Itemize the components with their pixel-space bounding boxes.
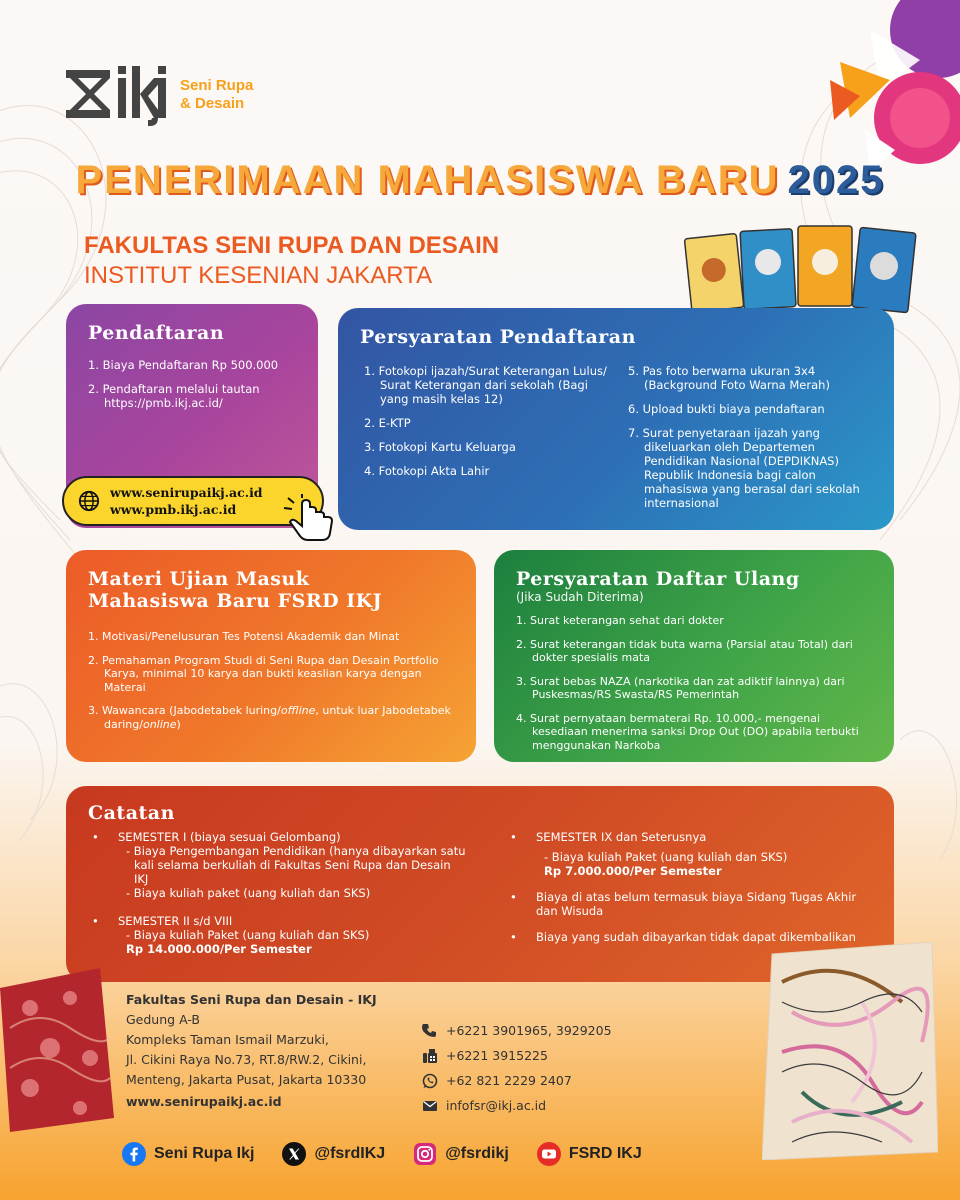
address-title: Fakultas Seni Rupa dan Desain - IKJ bbox=[126, 992, 377, 1007]
whatsapp-value: +62 821 2229 2407 bbox=[446, 1073, 572, 1088]
facebook-handle: Seni Rupa Ikj bbox=[154, 1145, 255, 1162]
list-item: 4. Fotokopi Akta Lahir bbox=[364, 464, 490, 478]
youtube-handle: FSRD IKJ bbox=[568, 1145, 642, 1162]
email-value: infofsr@ikj.ac.id bbox=[446, 1098, 547, 1113]
address-line: Menteng, Jakarta Pusat, Jakarta 10330 bbox=[126, 1072, 367, 1087]
social-facebook[interactable] bbox=[122, 1142, 254, 1166]
title-year: 2025 bbox=[787, 158, 885, 202]
semester-2-title: • SEMESTER II s/d VIII bbox=[118, 914, 233, 928]
fax-value: +6221 3915225 bbox=[446, 1048, 548, 1063]
address-line: Kompleks Taman Ismail Marzuki, bbox=[126, 1032, 329, 1047]
list-item: 1. Surat keterangan sehat dari dokter bbox=[516, 614, 724, 627]
semester-2-line: - Biaya kuliah Paket (uang kuliah dan SKS) bbox=[126, 928, 370, 942]
list-item: 4. Surat pernyataan bermaterai Rp. 10.000,- mengenai kesediaan menerima sanksi Drop Out (DO) apabila terbukti menggunakan Narkoba bbox=[516, 711, 859, 752]
social-youtube[interactable] bbox=[537, 1142, 642, 1166]
list-item: 2. E-KTP bbox=[364, 416, 411, 430]
contact-fax[interactable] bbox=[422, 1043, 612, 1068]
semester-1-line: - Biaya kuliah paket (uang kuliah dan SKS) bbox=[126, 886, 371, 900]
materi-item3-e: ) bbox=[176, 717, 181, 731]
ikj-logo bbox=[62, 64, 253, 126]
list-item: 6. Upload bukti biaya pendaftaran bbox=[628, 402, 825, 416]
catatan-note: • Biaya yang sudah dibayarkan tidak dapat dikembalikan bbox=[506, 930, 874, 944]
persyaratan-panel bbox=[338, 308, 894, 530]
link-senirupaikj[interactable]: www.senirupaikj.ac.id bbox=[110, 485, 263, 500]
materi-heading-line-2: Mahasiswa Baru FSRD IKJ bbox=[88, 590, 383, 612]
globe-icon bbox=[78, 490, 100, 512]
semester-9-title: • SEMESTER IX dan Seterusnya bbox=[536, 830, 707, 844]
semester-9-price: Rp 7.000.000/Per Semester bbox=[544, 864, 722, 878]
semester-2-price: Rp 14.000.000/Per Semester bbox=[126, 942, 312, 956]
contact-email[interactable] bbox=[422, 1093, 612, 1118]
list-item: 3. Fotokopi Kartu Keluarga bbox=[364, 440, 516, 454]
materi-heading-line-1: Materi Ujian Masuk bbox=[88, 568, 310, 590]
persyaratan-heading: Persyaratan Pendaftaran bbox=[360, 326, 636, 348]
catatan-semester-2 bbox=[88, 914, 468, 956]
instagram-icon bbox=[413, 1142, 437, 1166]
catatan-semester-9 bbox=[506, 830, 874, 878]
list-item: 3. Surat bebas NAZA (narkotika dan zat adiktif lainnya) dari Puskesmas/RS Swasta/RS Pemerintah bbox=[516, 674, 845, 701]
pendaftaran-heading: Pendaftaran bbox=[88, 322, 225, 344]
semester-1-title: • SEMESTER I (biaya sesuai Gelombang) bbox=[118, 830, 341, 844]
contact-whatsapp[interactable] bbox=[422, 1068, 612, 1093]
phone-value: +6221 3901965, 3929205 bbox=[446, 1023, 612, 1038]
list-item: 5. Pas foto berwarna ukuran 3x4 (Background Foto Warna Merah) bbox=[628, 364, 830, 392]
daftar-ulang-heading: Persyaratan Daftar Ulang bbox=[516, 568, 800, 590]
catatan-semester-1 bbox=[88, 830, 468, 900]
address-line: Jl. Cikini Raya No.73, RT.8/RW.2, Cikini, bbox=[126, 1052, 367, 1067]
instagram-handle: @fsrdikj bbox=[445, 1145, 509, 1162]
social-instagram[interactable] bbox=[413, 1142, 509, 1166]
materi-item3-b: offline bbox=[280, 704, 316, 717]
list-item bbox=[88, 704, 454, 731]
list-item: 7. Surat penyetaraan ijazah yang dikeluarkan oleh Departemen Pendidikan Nasional (DEPDIKNAS) Republik Indonesia bagi calon mahasiswa yang berasal dari sekolah internasional bbox=[628, 426, 860, 510]
contact-phone[interactable] bbox=[422, 1018, 612, 1043]
catatan-heading: Catatan bbox=[88, 802, 175, 824]
whatsapp-icon bbox=[422, 1073, 438, 1089]
list-item: 2. Pendaftaran melalui tautan https://pmb.ikj.ac.id/ bbox=[88, 382, 260, 410]
institute-name: INSTITUT KESENIAN JAKARTA bbox=[84, 262, 433, 289]
list-item: 1. Motivasi/Penelusuran Tes Potensi Akademik dan Minat bbox=[88, 630, 400, 643]
pointer-hand-icon bbox=[282, 494, 338, 542]
materi-item3-a: 3. Wawancara (Jabodetabek luring/ bbox=[88, 704, 281, 717]
daftar-ulang-panel bbox=[494, 550, 894, 762]
daftar-ulang-subheading: (Jika Sudah Diterima) bbox=[516, 590, 644, 604]
facebook-icon bbox=[122, 1142, 146, 1166]
list-item: 1. Fotokopi ijazah/Surat Keterangan Lulus/ Surat Keterangan dari sekolah (Bagi yang masih kelas 12) bbox=[364, 364, 607, 406]
page-title bbox=[0, 158, 960, 203]
x-icon bbox=[282, 1142, 306, 1166]
social-links bbox=[122, 1142, 642, 1166]
contact-list bbox=[422, 1018, 612, 1118]
address-block bbox=[126, 990, 377, 1112]
materi-item3-c: , untuk luar Jabodetabek daring/ bbox=[104, 704, 451, 731]
list-item: 1. Biaya Pendaftaran Rp 500.000 bbox=[88, 358, 279, 372]
youtube-icon bbox=[537, 1142, 561, 1166]
email-icon bbox=[422, 1098, 438, 1114]
fax-icon bbox=[422, 1048, 438, 1064]
materi-item3-d: online bbox=[142, 717, 177, 731]
x-handle: @fsrdIKJ bbox=[314, 1145, 386, 1162]
list-item: 2. Surat keterangan tidak buta warna (Parsial atau Total) dari dokter spesialis mata bbox=[516, 637, 853, 664]
address-line: Gedung A-B bbox=[126, 1012, 200, 1027]
brand-line-2: & Desain bbox=[180, 95, 245, 112]
social-x[interactable] bbox=[282, 1142, 385, 1166]
link-pmb-ikj[interactable]: www.pmb.ikj.ac.id bbox=[110, 502, 237, 517]
phone-icon bbox=[422, 1023, 438, 1039]
title-main: PENERIMAAN MAHASISWA BARU bbox=[75, 158, 780, 202]
ikj-logo-mark bbox=[62, 64, 170, 126]
faculty-name: FAKULTAS SENI RUPA DAN DESAIN bbox=[84, 232, 500, 259]
catatan-note: • Biaya di atas belum termasuk biaya Sidang Tugas Akhir dan Wisuda bbox=[506, 890, 874, 918]
list-item: 2. Pemahaman Program Studi di Seni Rupa dan Desain Portfolio Karya, minimal 10 karya dan bukti keaslian karya dengan Materai bbox=[88, 653, 439, 694]
address-website[interactable]: www.senirupaikj.ac.id bbox=[126, 1094, 282, 1109]
semester-1-line: - Biaya Pengembangan Pendidikan (hanya dibayarkan satu kali selama berkuliah di Fakultas Seni Rupa dan Desain IKJ bbox=[126, 844, 466, 886]
materi-ujian-panel bbox=[66, 550, 476, 762]
batik-artwork bbox=[0, 968, 114, 1132]
brand-line-1: Seni Rupa bbox=[180, 77, 254, 94]
wayang-cards-illustration bbox=[680, 222, 920, 314]
semester-9-line: - Biaya kuliah Paket (uang kuliah dan SKS) bbox=[544, 850, 788, 864]
abstract-painting-artwork bbox=[762, 942, 938, 1160]
